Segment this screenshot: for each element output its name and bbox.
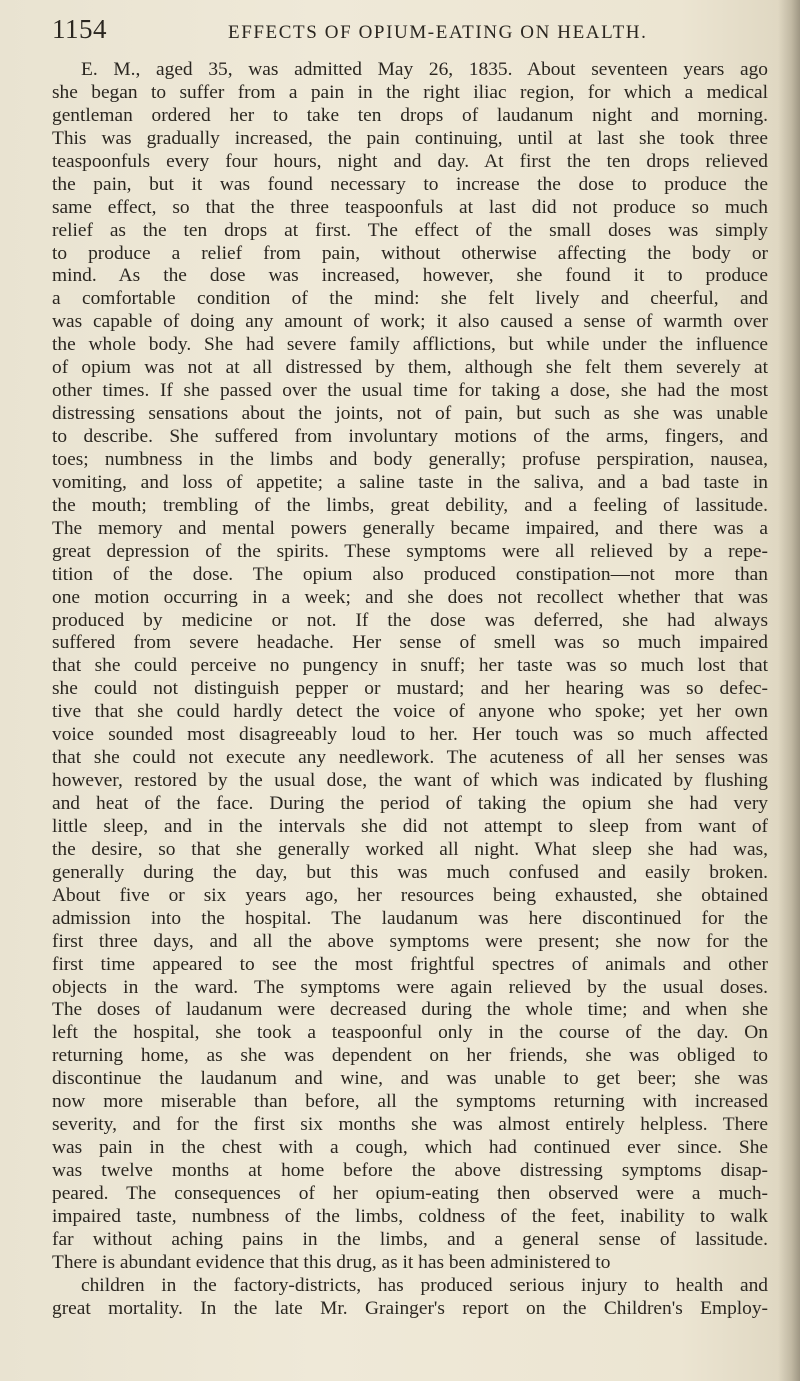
text-line: she could not distinguish pepper or mustard; and her hearing was so defec-: [52, 678, 768, 700]
text-line: of opium was not at all distressed by them, although she felt them severely at: [52, 357, 768, 379]
text-line: and heat of the face. During the period of taking the opium she had very: [52, 793, 768, 814]
text-line: mind. As the dose was increased, however, she found it to produce: [52, 265, 768, 287]
text-line: great mortality. In the late Mr. Grainger's report on the Children's Employ-: [52, 1297, 768, 1319]
text-line: same effect, so that the three teaspoonfuls at last did not produce so much: [52, 196, 768, 218]
running-title: EFFECTS OF OPIUM-EATING ON HEALTH.: [228, 22, 648, 43]
text-line: far without aching pains in the limbs, and a general sense of lassitude.: [52, 1228, 768, 1250]
text-line: the desire, so that she generally worked all night. What sleep she had was,: [52, 838, 768, 860]
text-line: The memory and mental powers generally became impaired, and there was a: [52, 517, 768, 539]
text-line: the whole body. She had severe family afflictions, but while under the influence: [52, 334, 768, 356]
text-line: other times. If she passed over the usual time for taking a dose, she had the most: [52, 380, 768, 402]
text-line: however, restored by the usual dose, the want of which was indicated by flushing: [52, 770, 768, 792]
text-line: she began to suffer from a pain in the right iliac region, for which a medical: [52, 81, 768, 103]
text-line: little sleep, and in the intervals she did not attempt to sleep from want of: [52, 815, 768, 837]
text-line: gentleman ordered her to take ten drops of laudanum night and morning.: [52, 104, 768, 126]
text-line: distressing sensations about the joints, not of pain, but such as she was unable: [52, 403, 768, 425]
text-line: produced by medicine or not. If the dose was deferred, she had always: [52, 609, 768, 631]
text-line: left the hospital, she took a teaspoonful only in the course of the day. On: [52, 1022, 768, 1044]
text-line: the pain, but it was found necessary to increase the dose to produce the: [52, 173, 768, 195]
text-line: teaspoonfuls every four hours, night and day. At first the ten drops relieved: [52, 150, 768, 172]
text-line: objects in the ward. The symptoms were again relieved by the usual doses.: [52, 976, 768, 998]
text-line: was capable of doing any amount of work; it also caused a sense of warmth over: [52, 311, 768, 333]
text-line: admission into the hospital. The laudanum was here discontinued for the: [52, 907, 768, 929]
text-line: There is abundant evidence that this drug, as it has been administered to: [52, 1251, 611, 1273]
text-line: returning home, as she was dependent on her friends, she was obliged to: [52, 1045, 768, 1067]
text-line: a comfortable condition of the mind: she felt lively and cheerful, and: [52, 288, 768, 310]
text-line: The doses of laudanum were decreased during the whole time; and when she: [52, 999, 768, 1021]
text-line: E. M., aged 35, was admitted May 26, 1835. About seventeen years ago: [81, 59, 768, 80]
text-line: severity, and for the first six months she was almost entirely helpless. There: [52, 1114, 768, 1136]
text-line: vomiting, and loss of appetite; a saline taste in the saliva, and a bad taste in: [52, 471, 768, 493]
text-line: toes; numbness in the limbs and body generally; profuse perspiration, nausea,: [52, 448, 768, 470]
text-line: to produce a relief from pain, without otherwise affecting the body or: [52, 242, 768, 264]
text-line: that she could perceive no pungency in snuff; her taste was so much lost that: [52, 655, 768, 677]
text-line: that she could not execute any needlework. The acuteness of all her senses was: [52, 747, 768, 769]
body-text: [52, 59, 768, 1321]
text-line: first time appeared to see the most frightful spectres of animals and other: [52, 953, 768, 975]
text-line: now more miserable than before, all the symptoms returning with increased: [52, 1091, 768, 1113]
text-line: one motion occurring in a week; and she does not recollect whether that was: [52, 586, 768, 608]
text-line: This was gradually increased, the pain continuing, until at last she took three: [52, 127, 768, 149]
text-line: was twelve months at home before the above distressing symptoms disap-: [52, 1160, 768, 1181]
text-line: About five or six years ago, her resources being exhausted, she obtained: [52, 884, 768, 906]
text-line: suffered from severe headache. Her sense of smell was so much impaired: [52, 632, 768, 654]
page-number: 1154: [52, 14, 107, 44]
text-line: discontinue the laudanum and wine, and was unable to get beer; she was: [52, 1068, 768, 1090]
page-edge-shadow: [778, 0, 800, 1381]
running-head: [52, 14, 772, 54]
text-line: tive that she could hardly detect the voice of anyone who spoke; yet her own: [52, 701, 768, 723]
text-line: tition of the dose. The opium also produced constipation—not more than: [52, 563, 768, 585]
text-line: to describe. She suffered from involuntary motions of the arms, fingers, and: [52, 426, 768, 447]
text-line: the mouth; trembling of the limbs, great debility, and a feeling of lassitude.: [52, 494, 768, 516]
text-line: was pain in the chest with a cough, which had continued ever since. She: [52, 1137, 768, 1159]
text-line: generally during the day, but this was much confused and easily broken.: [52, 861, 768, 883]
text-line: impaired taste, numbness of the limbs, coldness of the feet, inability to walk: [52, 1205, 768, 1227]
text-line: relief as the ten drops at first. The effect of the small doses was simply: [52, 219, 768, 241]
text-line: first three days, and all the above symptoms were present; she now for the: [52, 930, 768, 952]
text-line: children in the factory-districts, has produced serious injury to health and: [81, 1274, 768, 1296]
text-line: voice sounded most disagreeably loud to her. Her touch was so much affected: [52, 724, 768, 746]
text-line: great depression of the spirits. These symptoms were all relieved by a repe-: [52, 540, 768, 562]
text-line: peared. The consequences of her opium-eating then observed were a much-: [52, 1182, 768, 1204]
